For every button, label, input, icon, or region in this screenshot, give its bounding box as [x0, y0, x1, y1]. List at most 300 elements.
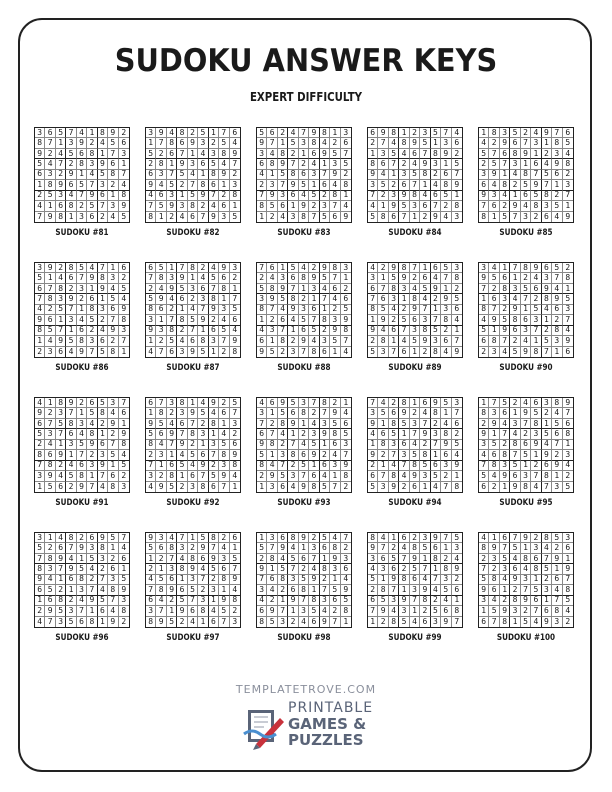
sudoku-cell: 7: [188, 419, 198, 429]
sudoku-cell: 8: [257, 305, 267, 315]
sudoku-cell: 6: [521, 315, 531, 325]
sudoku-cell: 5: [219, 326, 229, 336]
sudoku-cell: 9: [230, 575, 240, 585]
sudoku-cell: 3: [35, 263, 45, 273]
sudoku-cell: 9: [531, 180, 541, 190]
sudoku-cell: 8: [341, 606, 351, 616]
sudoku-cell: 2: [299, 159, 309, 169]
sudoku-cell: 2: [341, 543, 351, 553]
sudoku-cell: 4: [521, 201, 531, 211]
sudoku-cell: 6: [510, 326, 520, 336]
sudoku-cell: 2: [177, 617, 187, 627]
sudoku-cell: 2: [35, 191, 45, 201]
sudoku-cell: 2: [441, 554, 451, 564]
sudoku-cell: 1: [309, 461, 319, 471]
sudoku-cell: 2: [230, 273, 240, 283]
sudoku-cell: 3: [156, 326, 166, 336]
sudoku-cell: 9: [188, 138, 198, 148]
sudoku-cell: 2: [531, 461, 541, 471]
sudoku-cell: 5: [479, 326, 489, 336]
sudoku-cell: 2: [431, 596, 441, 606]
sudoku-cell: 6: [378, 294, 388, 304]
sudoku-puzzle: [478, 127, 574, 238]
sudoku-cell: 7: [219, 336, 229, 346]
sudoku-cell: 5: [309, 191, 319, 201]
sudoku-cell: 7: [119, 336, 129, 346]
sudoku-cell: 4: [230, 138, 240, 148]
sudoku-cell: 5: [288, 398, 298, 408]
sudoku-cell: 9: [267, 191, 277, 201]
sudoku-cell: 4: [267, 273, 277, 283]
sudoku-cell: 9: [552, 554, 562, 564]
sudoku-cell: 3: [368, 408, 378, 418]
sudoku-cell: 6: [489, 294, 499, 304]
sudoku-cell: 5: [87, 408, 97, 418]
sudoku-cell: 1: [341, 191, 351, 201]
sudoku-cell: 9: [288, 180, 298, 190]
sudoku-cell: 8: [45, 554, 55, 564]
sudoku-cell: 9: [341, 461, 351, 471]
sudoku-cell: 2: [198, 263, 208, 273]
sudoku-cell: 3: [146, 471, 156, 481]
sudoku-cell: 3: [66, 440, 76, 450]
sudoku-cell: 4: [108, 408, 118, 418]
sudoku-cell: 1: [399, 128, 409, 138]
sudoku-cell: 7: [521, 585, 531, 595]
sudoku-cell: 3: [531, 543, 541, 553]
sudoku-cell: 4: [146, 575, 156, 585]
sudoku-cell: 6: [146, 596, 156, 606]
sudoku-cell: 5: [98, 398, 108, 408]
sudoku-cell: 8: [87, 305, 97, 315]
sudoku-cell: 5: [278, 294, 288, 304]
sudoku-cell: 1: [77, 170, 87, 180]
sudoku-cell: 4: [257, 596, 267, 606]
sudoku-cell: 1: [378, 201, 388, 211]
sudoku-cell: 8: [232, 346, 238, 356]
sudoku-cell: 5: [267, 201, 277, 211]
sudoku-cell: 7: [410, 263, 420, 273]
sudoku-cell: 8: [35, 326, 45, 336]
sudoku-cell: 6: [399, 180, 409, 190]
sudoku-cell: 8: [454, 481, 460, 491]
sudoku-cell: 6: [278, 315, 288, 325]
sudoku-cell: 5: [510, 543, 520, 553]
sudoku-cell: 2: [108, 554, 118, 564]
sudoku-cell: 2: [489, 564, 499, 574]
sudoku-cell: 4: [341, 201, 351, 211]
sudoku-cell: 8: [489, 575, 499, 585]
sudoku-cell: 3: [188, 575, 198, 585]
sudoku-cell: 8: [188, 429, 198, 439]
sudoku-cell: 8: [368, 533, 378, 543]
sudoku-cell: 5: [230, 398, 240, 408]
sudoku-cell: 7: [563, 191, 573, 201]
sudoku-cell: 3: [552, 336, 562, 346]
sudoku-cell: 2: [452, 429, 462, 439]
sudoku-cell: 5: [330, 585, 340, 595]
sudoku-cell: 7: [188, 326, 198, 336]
sudoku-cell: 5: [77, 180, 87, 190]
sudoku-cell: 5: [156, 575, 166, 585]
sudoku-cell: 1: [521, 305, 531, 315]
sudoku-cell: 4: [489, 471, 499, 481]
sudoku-cell: 7: [288, 440, 298, 450]
sudoku-cell: 5: [56, 128, 66, 138]
sudoku-puzzle: [145, 127, 241, 238]
sudoku-cell: 5: [320, 533, 330, 543]
sudoku-cell: 1: [121, 346, 127, 356]
sudoku-cell: 6: [368, 128, 378, 138]
sudoku-cell: 1: [309, 180, 319, 190]
sudoku-cell: 1: [230, 201, 240, 211]
sudoku-cell: 3: [119, 326, 129, 336]
sudoku-cell: 9: [378, 606, 388, 616]
footer-url[interactable]: TEMPLATETROVE.COM: [235, 683, 377, 696]
sudoku-cell: 3: [77, 284, 87, 294]
sudoku-cell: 1: [309, 294, 319, 304]
sudoku-cell: 1: [489, 212, 499, 222]
sudoku-cell: 5: [368, 347, 378, 357]
sudoku-cell: 8: [177, 315, 187, 325]
sudoku-grid: [34, 397, 130, 493]
sudoku-cell: 2: [257, 180, 267, 190]
sudoku-cell: 7: [198, 212, 208, 222]
sudoku-cell: 6: [108, 159, 118, 169]
sudoku-cell: 2: [563, 471, 573, 481]
sudoku-cell: 3: [431, 159, 441, 169]
sudoku-cell: 1: [521, 543, 531, 553]
sudoku-cell: 7: [531, 471, 541, 481]
sudoku-cell: 3: [378, 482, 388, 492]
sudoku-cell: 9: [209, 398, 219, 408]
sudoku-cell: 2: [330, 138, 340, 148]
puzzle-label: SUDOKU #100: [496, 633, 556, 643]
sudoku-cell: 6: [77, 461, 87, 471]
sudoku-cell: 2: [56, 585, 66, 595]
sudoku-cell: 1: [257, 212, 267, 222]
sudoku-cell: 8: [188, 201, 198, 211]
sudoku-cell: 6: [45, 128, 55, 138]
sudoku-cell: 1: [119, 564, 129, 574]
sudoku-cell: 6: [35, 419, 45, 429]
sudoku-cell: 8: [56, 596, 66, 606]
sudoku-cell: 6: [230, 533, 240, 543]
sudoku-cell: 1: [66, 585, 76, 595]
sudoku-cell: 1: [510, 191, 520, 201]
sudoku-cell: 5: [368, 482, 378, 492]
sudoku-cell: 8: [510, 315, 520, 325]
sudoku-cell: 4: [489, 263, 499, 273]
sudoku-cell: 8: [378, 440, 388, 450]
sudoku-cell: 3: [66, 138, 76, 148]
sudoku-cell: 4: [87, 419, 97, 429]
sudoku-cell: 8: [209, 533, 219, 543]
sudoku-cell: 7: [156, 347, 166, 357]
sudoku-cell: 5: [563, 596, 573, 606]
sudoku-cell: 5: [420, 138, 430, 148]
sudoku-cell: 1: [77, 305, 87, 315]
sudoku-cell: 2: [330, 305, 340, 315]
sudoku-cell: 2: [441, 201, 451, 211]
sudoku-cell: 8: [399, 575, 409, 585]
sudoku-cell: 1: [542, 419, 552, 429]
sudoku-cell: 2: [98, 419, 108, 429]
sudoku-cell: 4: [77, 429, 87, 439]
sudoku-cell: 7: [108, 440, 118, 450]
sudoku-cell: 8: [167, 326, 177, 336]
sudoku-cell: 3: [420, 128, 430, 138]
sudoku-cell: 7: [219, 617, 229, 627]
sudoku-cell: 6: [330, 596, 340, 606]
sudoku-cell: 1: [45, 533, 55, 543]
sudoku-cell: 6: [219, 273, 229, 283]
sudoku-cell: 1: [98, 294, 108, 304]
sudoku-cell: 6: [341, 138, 351, 148]
sudoku-cell: 7: [500, 543, 510, 553]
sudoku-cell: 3: [420, 315, 430, 325]
sudoku-cell: 9: [420, 336, 430, 346]
sudoku-puzzle: [145, 262, 241, 373]
sudoku-cell: 6: [531, 596, 541, 606]
brand-logo[interactable]: [242, 700, 382, 756]
sudoku-cell: 7: [98, 471, 108, 481]
sudoku-puzzle: [478, 262, 574, 373]
sudoku-cell: 5: [35, 543, 45, 553]
sudoku-cell: 6: [542, 606, 552, 616]
sudoku-cell: 5: [119, 461, 129, 471]
sudoku-cell: 6: [452, 305, 462, 315]
sudoku-cell: 9: [167, 585, 177, 595]
sudoku-cell: 1: [330, 575, 340, 585]
sudoku-cell: 2: [77, 294, 87, 304]
sudoku-cell: 3: [267, 533, 277, 543]
sudoku-cell: 8: [330, 429, 340, 439]
sudoku-cell: 7: [77, 273, 87, 283]
sudoku-cell: 3: [257, 149, 267, 159]
sudoku-cell: 5: [410, 170, 420, 180]
sudoku-cell: 2: [219, 191, 229, 201]
sudoku-cell: 2: [219, 533, 229, 543]
sudoku-cell: 5: [410, 450, 420, 460]
sudoku-cell: 3: [278, 617, 288, 627]
sudoku-cell: 4: [531, 617, 541, 627]
sudoku-cell: 7: [399, 212, 409, 222]
sudoku-cell: 5: [45, 482, 55, 492]
sudoku-cell: 6: [230, 315, 240, 325]
puzzle-label: SUDOKU #89: [388, 363, 442, 373]
sudoku-cell: 5: [98, 596, 108, 606]
sudoku-cell: 9: [309, 575, 319, 585]
sudoku-cell: 5: [146, 294, 156, 304]
sudoku-cell: 3: [278, 191, 288, 201]
sudoku-cell: 2: [410, 533, 420, 543]
sudoku-cell: 6: [98, 191, 108, 201]
sudoku-cell: 1: [378, 461, 388, 471]
sudoku-cell: 3: [510, 284, 520, 294]
sudoku-cell: 7: [441, 482, 451, 492]
sudoku-cell: 7: [198, 575, 208, 585]
sudoku-cell: 8: [188, 263, 198, 273]
puzzle-pencil-icon: [242, 704, 286, 750]
sudoku-cell: 6: [278, 482, 288, 492]
sudoku-cell: 9: [66, 398, 76, 408]
sudoku-cell: 8: [45, 294, 55, 304]
sudoku-grid: [145, 262, 241, 358]
sudoku-cell: 3: [232, 616, 238, 626]
sudoku-grid: [256, 397, 352, 493]
sudoku-cell: 6: [278, 533, 288, 543]
sudoku-cell: 4: [368, 201, 378, 211]
sudoku-cell: 7: [230, 564, 240, 574]
sudoku-cell: 1: [563, 284, 573, 294]
sudoku-cell: 6: [188, 471, 198, 481]
sudoku-cell: 9: [257, 347, 267, 357]
sudoku-cell: 9: [500, 606, 510, 616]
sudoku-cell: 6: [299, 326, 309, 336]
sudoku-cell: 4: [98, 585, 108, 595]
sudoku-cell: 3: [288, 347, 298, 357]
sudoku-cell: 9: [420, 585, 430, 595]
sudoku-cell: 2: [389, 543, 399, 553]
sudoku-cell: 4: [320, 138, 330, 148]
sudoku-cell: 7: [500, 429, 510, 439]
sudoku-cell: 3: [441, 461, 451, 471]
sudoku-cell: 2: [368, 461, 378, 471]
sudoku-cell: 8: [378, 336, 388, 346]
sudoku-cell: 4: [167, 128, 177, 138]
sudoku-cell: 1: [299, 543, 309, 553]
sudoku-cell: 9: [278, 398, 288, 408]
sudoku-cell: 3: [479, 440, 489, 450]
sudoku-cell: 2: [188, 543, 198, 553]
sudoku-cell: 3: [278, 273, 288, 283]
sudoku-cell: 4: [219, 543, 229, 553]
sudoku-cell: 8: [389, 284, 399, 294]
sudoku-cell: 3: [500, 294, 510, 304]
sudoku-cell: 8: [563, 585, 573, 595]
sudoku-cell: 5: [188, 315, 198, 325]
sudoku-cell: 4: [341, 575, 351, 585]
sudoku-cell: 5: [278, 170, 288, 180]
sudoku-cell: 3: [66, 606, 76, 616]
sudoku-cell: 5: [563, 294, 573, 304]
sudoku-cell: 7: [542, 554, 552, 564]
sudoku-cell: 7: [441, 273, 451, 283]
sudoku-cell: 6: [479, 336, 489, 346]
sudoku-cell: 5: [368, 212, 378, 222]
sudoku-cell: 1: [368, 315, 378, 325]
sudoku-cell: 7: [56, 429, 66, 439]
sudoku-cell: 9: [219, 471, 229, 481]
sudoku-cell: 9: [341, 585, 351, 595]
sudoku-cell: 4: [420, 191, 430, 201]
sudoku-cell: 9: [35, 408, 45, 418]
sudoku-cell: 4: [542, 440, 552, 450]
sudoku-cell: 5: [299, 461, 309, 471]
sudoku-cell: 6: [146, 398, 156, 408]
sudoku-cell: 8: [156, 273, 166, 283]
sudoku-cell: 4: [563, 326, 573, 336]
sudoku-cell: 3: [35, 471, 45, 481]
sudoku-cell: 6: [108, 471, 118, 481]
sudoku-cell: 6: [87, 398, 97, 408]
sudoku-cell: 7: [177, 429, 187, 439]
sudoku-cell: 5: [167, 180, 177, 190]
sudoku-cell: 4: [441, 596, 451, 606]
sudoku-cell: 1: [399, 429, 409, 439]
sudoku-cell: 7: [431, 315, 441, 325]
sudoku-cell: 7: [489, 617, 499, 627]
sudoku-grid: [478, 262, 574, 358]
sudoku-cell: 1: [167, 159, 177, 169]
sudoku-cell: 3: [563, 533, 573, 543]
sudoku-cell: 8: [431, 554, 441, 564]
sudoku-cell: 7: [389, 347, 399, 357]
sudoku-cell: 3: [500, 128, 510, 138]
sudoku-cell: 8: [108, 170, 118, 180]
sudoku-cell: 9: [431, 284, 441, 294]
sudoku-cell: 5: [146, 543, 156, 553]
sudoku-cell: 2: [552, 543, 562, 553]
sudoku-cell: 1: [452, 596, 462, 606]
sudoku-puzzle: [367, 532, 463, 643]
sudoku-cell: 6: [66, 180, 76, 190]
sudoku-cell: 1: [389, 336, 399, 346]
sudoku-cell: 2: [552, 191, 562, 201]
sudoku-cell: 5: [431, 606, 441, 616]
sudoku-cell: 6: [563, 419, 573, 429]
sudoku-cell: 7: [167, 554, 177, 564]
sudoku-cell: 1: [198, 170, 208, 180]
sudoku-cell: 1: [552, 471, 562, 481]
sudoku-cell: 7: [35, 554, 45, 564]
sudoku-cell: 3: [563, 305, 573, 315]
sudoku-cell: 7: [368, 294, 378, 304]
sudoku-cell: 7: [278, 180, 288, 190]
sudoku-cell: 7: [35, 294, 45, 304]
sudoku-cell: 9: [167, 284, 177, 294]
sudoku-grid: [145, 397, 241, 493]
sudoku-cell: 8: [267, 554, 277, 564]
sudoku-cell: 4: [368, 564, 378, 574]
sudoku-cell: 2: [156, 336, 166, 346]
sudoku-cell: 9: [399, 191, 409, 201]
sudoku-cell: 9: [420, 429, 430, 439]
sudoku-cell: 4: [219, 429, 229, 439]
sudoku-cell: 6: [167, 461, 177, 471]
sudoku-cell: 5: [510, 347, 520, 357]
sudoku-cell: 3: [45, 564, 55, 574]
sudoku-puzzle: [256, 397, 352, 508]
sudoku-cell: 1: [156, 564, 166, 574]
sudoku-cell: 8: [489, 461, 499, 471]
sudoku-cell: 2: [219, 398, 229, 408]
sudoku-cell: 4: [167, 533, 177, 543]
sudoku-cell: 2: [156, 554, 166, 564]
sudoku-cell: 9: [320, 149, 330, 159]
sudoku-cell: 8: [368, 159, 378, 169]
sudoku-cell: 1: [209, 429, 219, 439]
sudoku-cell: 4: [167, 419, 177, 429]
sudoku-cell: 7: [420, 419, 430, 429]
sudoku-cell: 5: [177, 170, 187, 180]
sudoku-cell: 8: [167, 543, 177, 553]
sudoku-cell: 5: [119, 575, 129, 585]
sudoku-cell: 6: [563, 128, 573, 138]
sudoku-cell: 9: [330, 326, 340, 336]
sudoku-cell: 7: [531, 606, 541, 616]
